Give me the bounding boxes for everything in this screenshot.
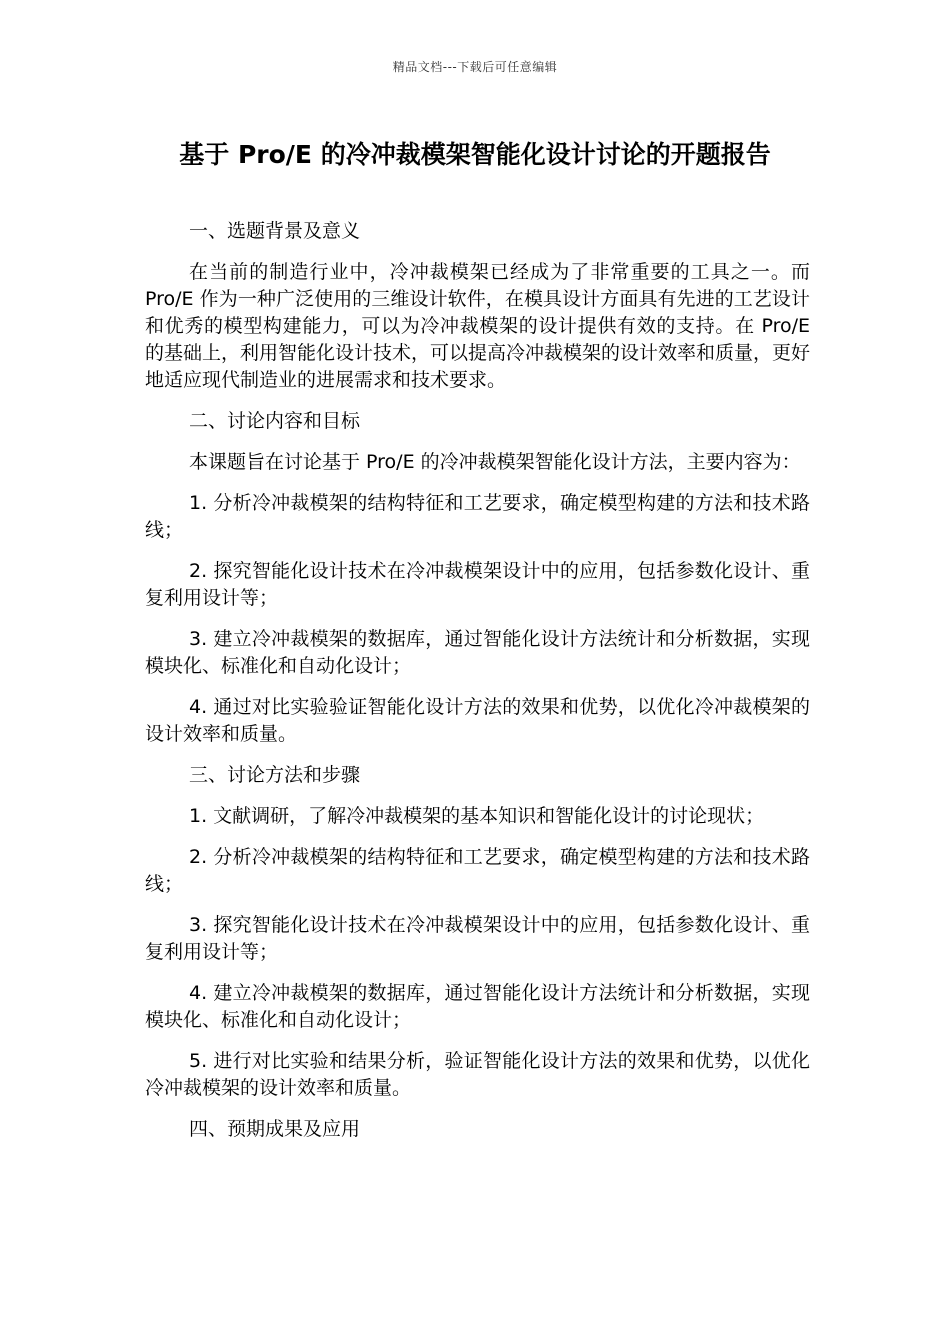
- paragraph: 本课题旨在讨论基于 Pro/E 的冷冲裁模架智能化设计方法，主要内容为：: [189, 451, 801, 473]
- page-header: 精品文档---下载后可任意编辑: [392, 60, 558, 74]
- section-heading: 一、选题背景及意义: [189, 220, 361, 242]
- section-heading: 二、讨论内容和目标: [189, 410, 361, 432]
- list-item: 2. 探究智能化设计技术在冷冲裁模架设计中的应用，包括参数化设计、重复利用设计等；: [145, 560, 810, 609]
- document-body: [145, 218, 810, 1157]
- list-item: 1. 分析冷冲裁模架的结构特征和工艺要求，确定模型构建的方法和技术路线；: [145, 492, 810, 541]
- document-title: 基于 Pro/E 的冷冲裁模架智能化设计讨论的开题报告: [179, 140, 771, 169]
- section-heading: 三、讨论方法和步骤: [189, 764, 361, 786]
- list-item: 2. 分析冷冲裁模架的结构特征和工艺要求，确定模型构建的方法和技术路线；: [145, 846, 810, 895]
- list-item: 3. 探究智能化设计技术在冷冲裁模架设计中的应用，包括参数化设计、重复利用设计等；: [145, 914, 810, 963]
- list-item: 4. 建立冷冲裁模架的数据库，通过智能化设计方法统计和分析数据，实现模块化、标准化和自动化设计；: [145, 982, 810, 1031]
- paragraph: 在当前的制造行业中，冷冲裁模架已经成为了非常重要的工具之一。而 Pro/E 作为一种广泛使用的三维设计软件，在模具设计方面具有先进的工艺设计和优秀的模型构建能力，可以为冷冲裁模架的设计提供有效的支持。在 Pro/E 的基础上，利用智能化设计技术，可以提高冷冲裁模架的设计效率和质量，更好地适应现代制造业的进展需求和技术要求。: [145, 261, 811, 391]
- list-item: 3. 建立冷冲裁模架的数据库，通过智能化设计方法统计和分析数据，实现模块化、标准化和自动化设计；: [145, 628, 810, 677]
- list-item: 5. 进行对比实验和结果分析，验证智能化设计方法的效果和优势，以优化冷冲裁模架的设计效率和质量。: [145, 1050, 810, 1099]
- list-item: 1. 文献调研，了解冷冲裁模架的基本知识和智能化设计的讨论现状；: [189, 805, 765, 827]
- section-heading: 四、预期成果及应用: [189, 1118, 361, 1140]
- list-item: 4. 通过对比实验验证智能化设计方法的效果和优势，以优化冷冲裁模架的设计效率和质量。: [145, 696, 810, 745]
